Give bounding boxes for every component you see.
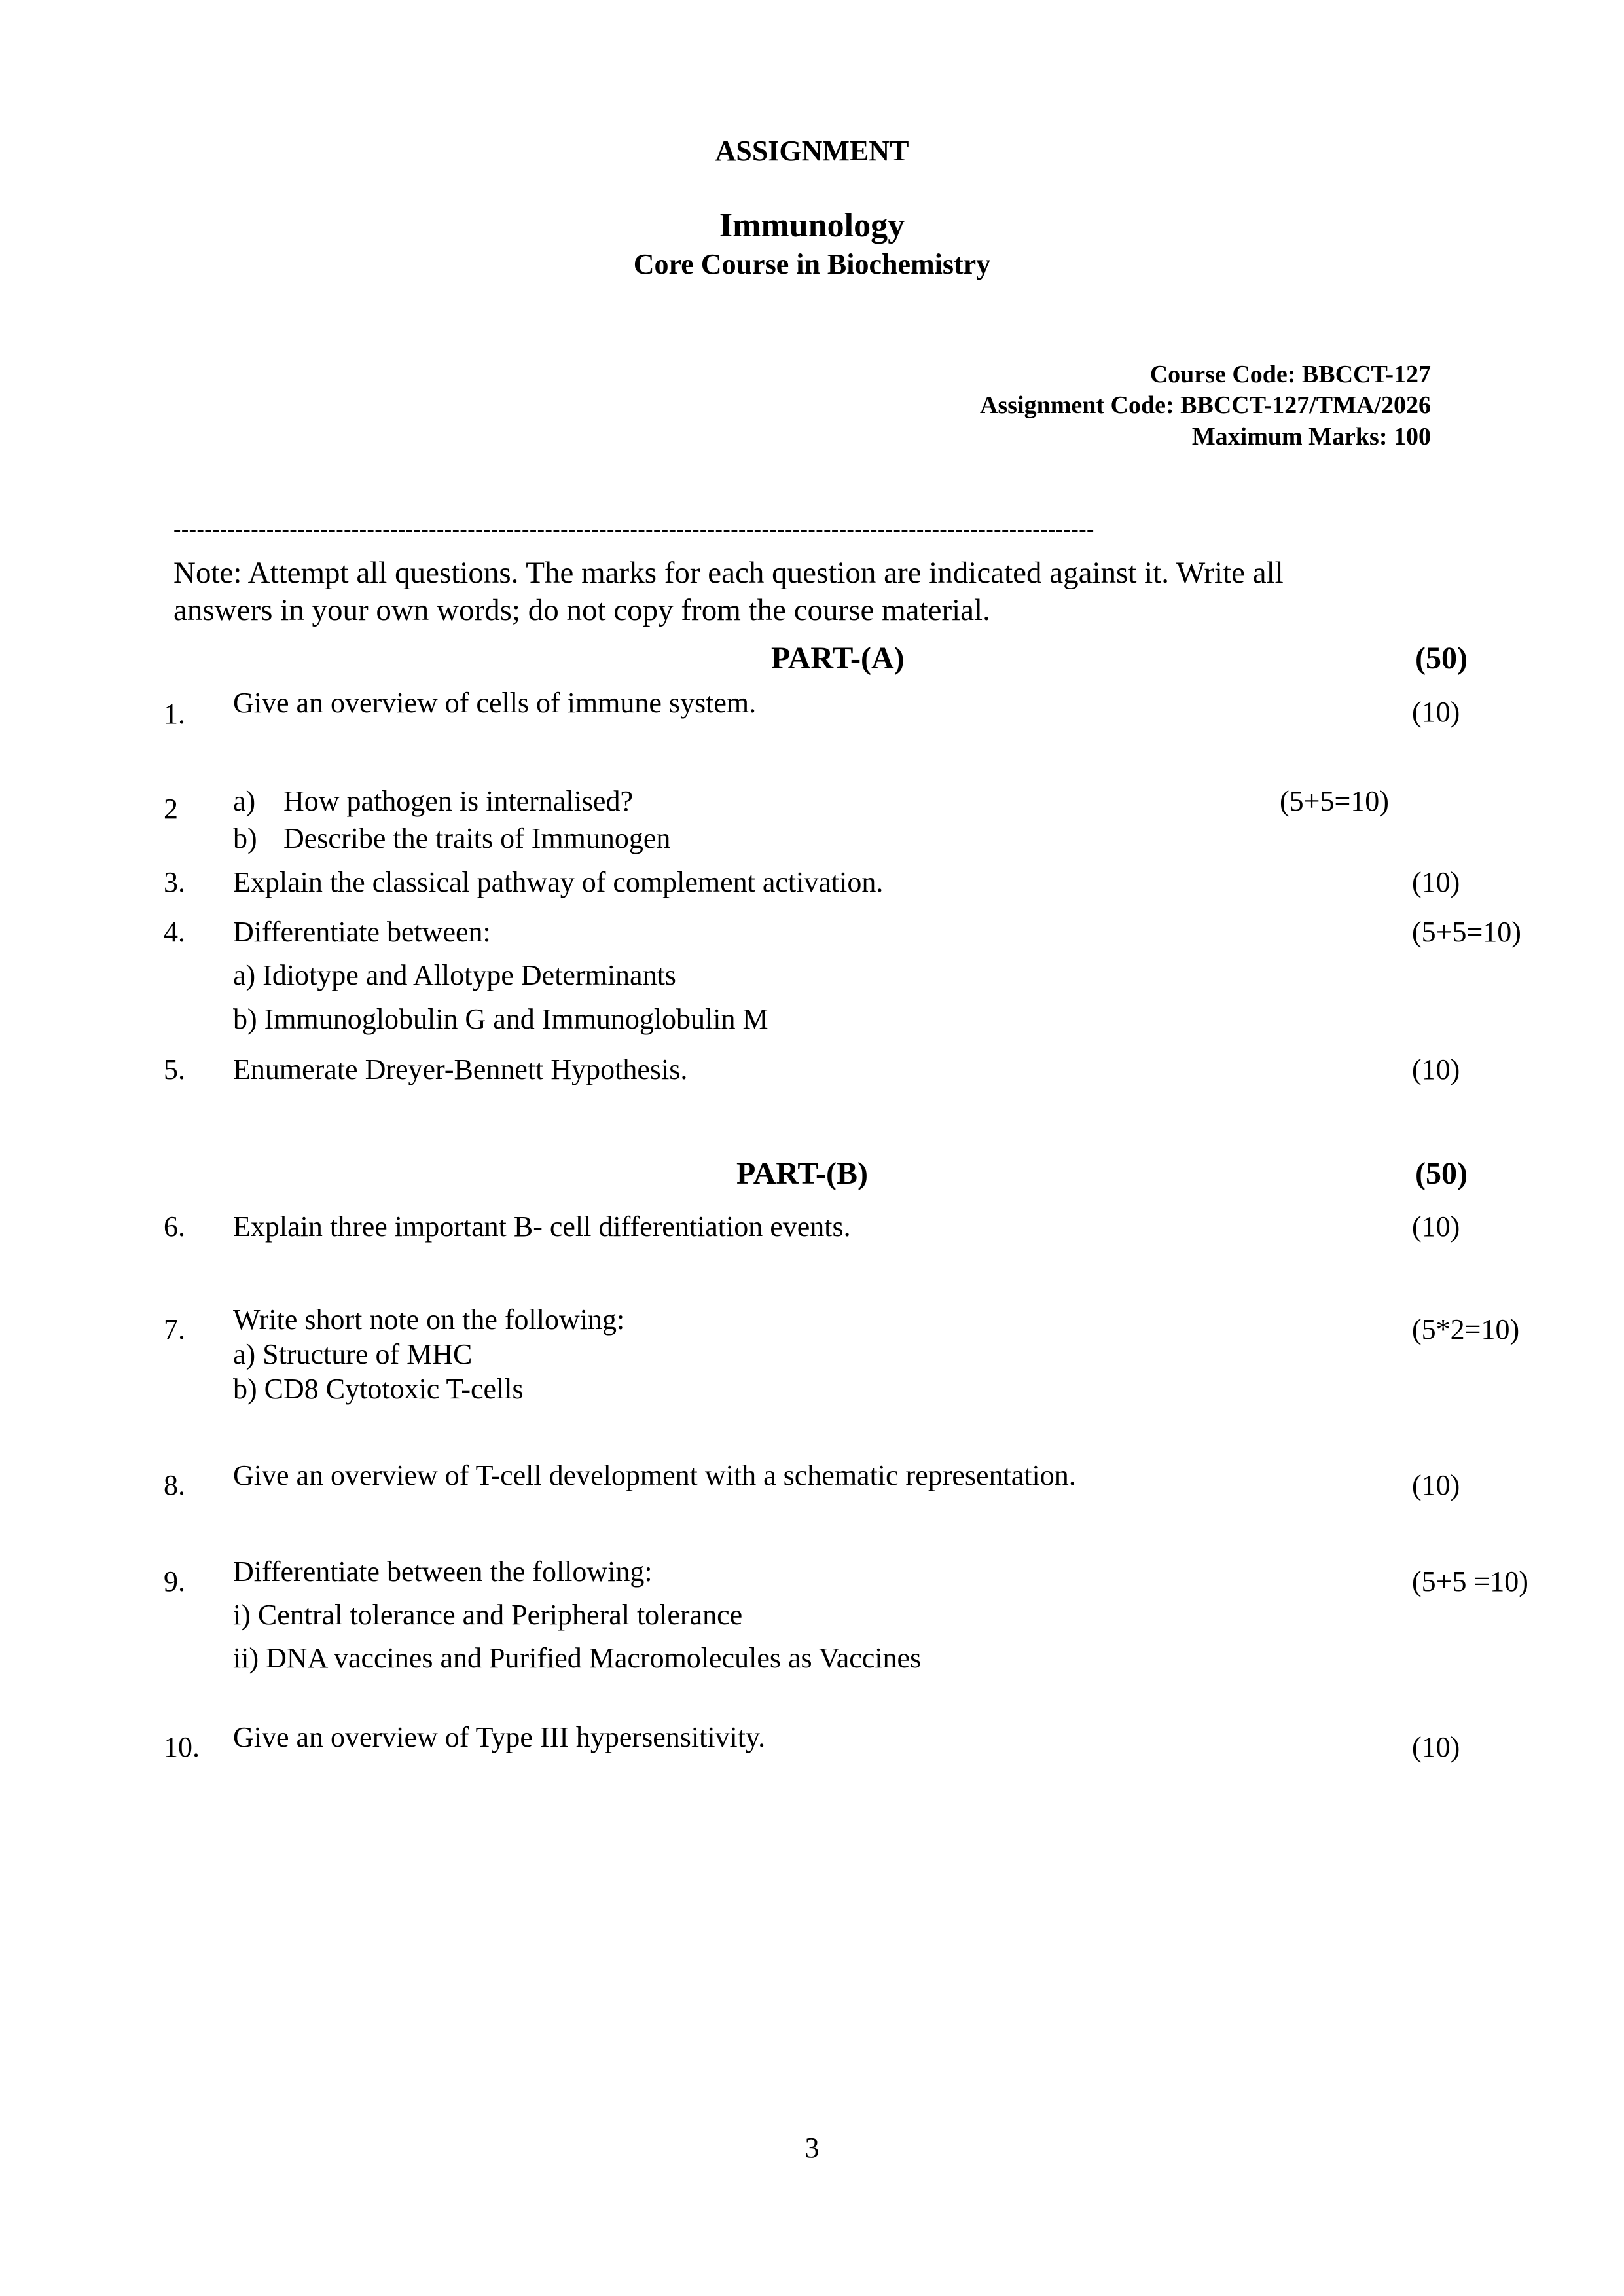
subpart-text: b) Immunoglobulin G and Immunoglobulin M <box>233 1003 768 1035</box>
note-line-2: answers in your own words; do not copy from the course material. <box>173 593 990 627</box>
question-text: Enumerate Dreyer-Bennett Hypothesis. <box>233 1053 688 1085</box>
question-marks: (5+5=10) <box>1280 785 1389 817</box>
question-marks: (10) <box>1412 1053 1460 1085</box>
part-b-marks: (50) <box>1415 1156 1468 1191</box>
question-marks: (10) <box>1412 696 1460 728</box>
part-a-heading: PART-(A) <box>771 641 905 676</box>
question-number: 9. <box>164 1565 185 1597</box>
question-text: Explain three important B- cell differentiation events. <box>233 1211 851 1243</box>
course-title: Core Course in Biochemistry <box>633 248 991 280</box>
question-number: 10. <box>164 1731 200 1763</box>
subpart-text: ii) DNA vaccines and Purified Macromolecules as Vaccines <box>233 1642 922 1674</box>
question-number: 8. <box>164 1469 185 1501</box>
subpart-text: i) Central tolerance and Peripheral tolerance <box>233 1599 743 1631</box>
question-text: Give an overview of Type III hypersensitivity. <box>233 1721 766 1753</box>
question-number: 5. <box>164 1053 185 1085</box>
question-text: Give an overview of cells of immune system. <box>233 687 757 719</box>
subpart-text: a) Structure of MHC <box>233 1338 473 1370</box>
subpart-text: How pathogen is internalised? <box>283 785 633 817</box>
question-marks: (10) <box>1412 1731 1460 1763</box>
subject-title: Immunology <box>719 207 905 244</box>
question-number: 4. <box>164 916 185 948</box>
question-marks: (5+5 =10) <box>1412 1565 1528 1597</box>
question-text: Differentiate between: <box>233 916 491 948</box>
question-marks: (10) <box>1412 866 1460 898</box>
question-marks: (10) <box>1412 1469 1460 1501</box>
maximum-marks: Maximum Marks: 100 <box>1191 423 1431 450</box>
dashed-divider: ----------------------------------------------------------------------------------------------------------------------- <box>173 517 1094 541</box>
subpart-label: a) <box>233 785 256 817</box>
question-number: 1. <box>164 698 185 730</box>
question-number: 3. <box>164 866 185 898</box>
question-number: 2 <box>164 793 178 825</box>
page-number: 3 <box>804 2132 820 2164</box>
subpart-text: a) Idiotype and Allotype Determinants <box>233 959 676 991</box>
question-text: Give an overview of T-cell development with a schematic representation. <box>233 1459 1076 1491</box>
assignment-heading: ASSIGNMENT <box>715 135 909 167</box>
question-marks: (5+5=10) <box>1412 916 1521 948</box>
question-marks: (5*2=10) <box>1412 1313 1520 1345</box>
question-text: Write short note on the following: <box>233 1303 625 1336</box>
part-b-heading: PART-(B) <box>736 1156 868 1191</box>
question-text: Explain the classical pathway of complement activation. <box>233 866 884 898</box>
subpart-label: b) <box>233 822 257 854</box>
note-line-1: Note: Attempt all questions. The marks for each question are indicated against it. Write all <box>173 556 1284 590</box>
question-marks: (10) <box>1412 1211 1460 1243</box>
course-code: Course Code: BBCCT-127 <box>1149 361 1431 388</box>
question-text: Differentiate between the following: <box>233 1556 653 1588</box>
part-a-marks: (50) <box>1415 641 1468 676</box>
subpart-text: Describe the traits of Immunogen <box>283 822 671 854</box>
question-number: 6. <box>164 1211 185 1243</box>
subpart-text: b) CD8 Cytotoxic T-cells <box>233 1373 524 1405</box>
question-number: 7. <box>164 1313 185 1345</box>
assignment-code: Assignment Code: BBCCT-127/TMA/2026 <box>980 392 1431 419</box>
